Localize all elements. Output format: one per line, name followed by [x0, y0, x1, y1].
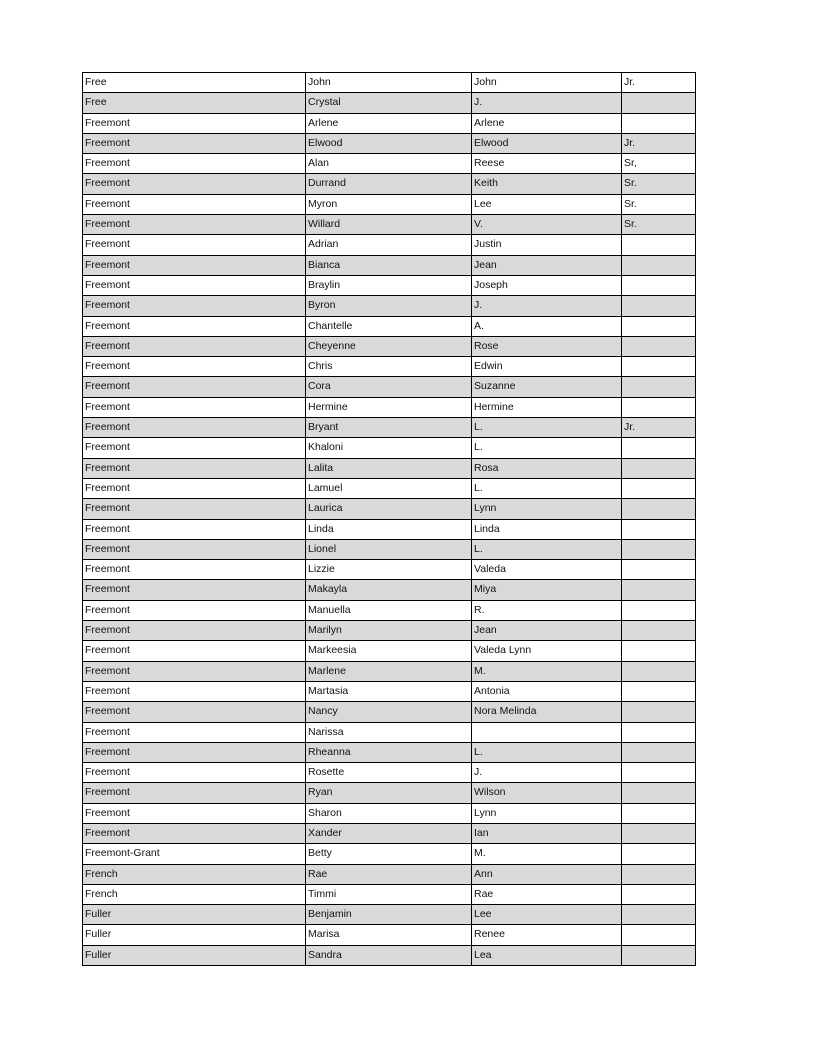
- first-name-cell: Willard: [306, 215, 472, 235]
- suffix-cell: [622, 539, 696, 559]
- suffix-cell: [622, 296, 696, 316]
- suffix-cell: Jr.: [622, 418, 696, 438]
- suffix-cell: [622, 905, 696, 925]
- last-name-cell: Freemont-Grant: [83, 844, 306, 864]
- first-name-cell: Crystal: [306, 93, 472, 113]
- middle-name-cell: Ann: [472, 864, 622, 884]
- last-name-cell: Freemont: [83, 560, 306, 580]
- table-row: [83, 763, 696, 783]
- last-name-cell: Freemont: [83, 316, 306, 336]
- suffix-cell: [622, 823, 696, 843]
- last-name-cell: Free: [83, 93, 306, 113]
- table-row: [83, 336, 696, 356]
- first-name-cell: Benjamin: [306, 905, 472, 925]
- table-row: [83, 661, 696, 681]
- table-row: [83, 418, 696, 438]
- first-name-cell: Rae: [306, 864, 472, 884]
- suffix-cell: [622, 235, 696, 255]
- middle-name-cell: L.: [472, 742, 622, 762]
- table-row: [83, 560, 696, 580]
- middle-name-cell: Elwood: [472, 133, 622, 153]
- middle-name-cell: Hermine: [472, 397, 622, 417]
- last-name-cell: Freemont: [83, 113, 306, 133]
- last-name-cell: Freemont: [83, 336, 306, 356]
- suffix-cell: [622, 783, 696, 803]
- first-name-cell: John: [306, 73, 472, 93]
- suffix-cell: Sr.: [622, 194, 696, 214]
- first-name-cell: Alan: [306, 154, 472, 174]
- first-name-cell: Sharon: [306, 803, 472, 823]
- middle-name-cell: Ian: [472, 823, 622, 843]
- last-name-cell: Freemont: [83, 600, 306, 620]
- first-name-cell: Lionel: [306, 539, 472, 559]
- first-name-cell: Ryan: [306, 783, 472, 803]
- last-name-cell: French: [83, 864, 306, 884]
- suffix-cell: [622, 763, 696, 783]
- last-name-cell: Freemont: [83, 296, 306, 316]
- last-name-cell: Freemont: [83, 357, 306, 377]
- last-name-cell: Freemont: [83, 681, 306, 701]
- table-row: [83, 641, 696, 661]
- table-row: [83, 905, 696, 925]
- suffix-cell: [622, 275, 696, 295]
- middle-name-cell: Justin: [472, 235, 622, 255]
- name-table-body: [83, 73, 696, 966]
- first-name-cell: Marlene: [306, 661, 472, 681]
- table-row: [83, 580, 696, 600]
- middle-name-cell: Valeda: [472, 560, 622, 580]
- first-name-cell: Laurica: [306, 499, 472, 519]
- last-name-cell: Freemont: [83, 661, 306, 681]
- suffix-cell: [622, 945, 696, 965]
- suffix-cell: [622, 884, 696, 904]
- middle-name-cell: Rose: [472, 336, 622, 356]
- last-name-cell: Freemont: [83, 377, 306, 397]
- suffix-cell: [622, 458, 696, 478]
- middle-name-cell: Lea: [472, 945, 622, 965]
- suffix-cell: [622, 580, 696, 600]
- suffix-cell: [622, 864, 696, 884]
- last-name-cell: Freemont: [83, 803, 306, 823]
- middle-name-cell: L.: [472, 438, 622, 458]
- table-row: [83, 742, 696, 762]
- middle-name-cell: M.: [472, 661, 622, 681]
- suffix-cell: Sr.: [622, 215, 696, 235]
- middle-name-cell: Keith: [472, 174, 622, 194]
- first-name-cell: Braylin: [306, 275, 472, 295]
- last-name-cell: Fuller: [83, 945, 306, 965]
- middle-name-cell: Edwin: [472, 357, 622, 377]
- last-name-cell: Freemont: [83, 458, 306, 478]
- suffix-cell: [622, 722, 696, 742]
- middle-name-cell: Wilson: [472, 783, 622, 803]
- last-name-cell: Freemont: [83, 133, 306, 153]
- first-name-cell: Arlene: [306, 113, 472, 133]
- middle-name-cell: M.: [472, 844, 622, 864]
- first-name-cell: Adrian: [306, 235, 472, 255]
- middle-name-cell: Lynn: [472, 803, 622, 823]
- first-name-cell: Sandra: [306, 945, 472, 965]
- table-row: [83, 803, 696, 823]
- table-row: [83, 722, 696, 742]
- table-row: [83, 478, 696, 498]
- last-name-cell: French: [83, 884, 306, 904]
- table-row: [83, 499, 696, 519]
- last-name-cell: Fuller: [83, 925, 306, 945]
- last-name-cell: Freemont: [83, 580, 306, 600]
- last-name-cell: Freemont: [83, 275, 306, 295]
- middle-name-cell: J.: [472, 763, 622, 783]
- middle-name-cell: Suzanne: [472, 377, 622, 397]
- first-name-cell: Bryant: [306, 418, 472, 438]
- table-row: [83, 681, 696, 701]
- table-row: [83, 702, 696, 722]
- last-name-cell: Freemont: [83, 438, 306, 458]
- table-row: [83, 316, 696, 336]
- table-row: [83, 215, 696, 235]
- suffix-cell: Sr.: [622, 174, 696, 194]
- first-name-cell: Xander: [306, 823, 472, 843]
- last-name-cell: Freemont: [83, 174, 306, 194]
- first-name-cell: Byron: [306, 296, 472, 316]
- middle-name-cell: [472, 722, 622, 742]
- last-name-cell: Freemont: [83, 702, 306, 722]
- middle-name-cell: Joseph: [472, 275, 622, 295]
- table-row: [83, 823, 696, 843]
- middle-name-cell: John: [472, 73, 622, 93]
- middle-name-cell: Miya: [472, 580, 622, 600]
- table-row: [83, 296, 696, 316]
- suffix-cell: Sr,: [622, 154, 696, 174]
- table-row: [83, 397, 696, 417]
- last-name-cell: Freemont: [83, 539, 306, 559]
- table-row: [83, 438, 696, 458]
- middle-name-cell: Lee: [472, 194, 622, 214]
- name-table: [82, 72, 696, 966]
- first-name-cell: Lalita: [306, 458, 472, 478]
- first-name-cell: Linda: [306, 519, 472, 539]
- suffix-cell: [622, 742, 696, 762]
- first-name-cell: Cheyenne: [306, 336, 472, 356]
- last-name-cell: Freemont: [83, 641, 306, 661]
- middle-name-cell: Linda: [472, 519, 622, 539]
- last-name-cell: Freemont: [83, 418, 306, 438]
- suffix-cell: Jr.: [622, 73, 696, 93]
- table-row: [83, 275, 696, 295]
- first-name-cell: Timmi: [306, 884, 472, 904]
- last-name-cell: Freemont: [83, 621, 306, 641]
- table-row: [83, 621, 696, 641]
- suffix-cell: [622, 803, 696, 823]
- middle-name-cell: Nora Melinda: [472, 702, 622, 722]
- first-name-cell: Bianca: [306, 255, 472, 275]
- middle-name-cell: J.: [472, 296, 622, 316]
- middle-name-cell: J.: [472, 93, 622, 113]
- table-row: [83, 519, 696, 539]
- suffix-cell: [622, 499, 696, 519]
- last-name-cell: Freemont: [83, 194, 306, 214]
- table-row: [83, 884, 696, 904]
- middle-name-cell: Rae: [472, 884, 622, 904]
- table-row: [83, 925, 696, 945]
- first-name-cell: Makayla: [306, 580, 472, 600]
- middle-name-cell: Jean: [472, 255, 622, 275]
- middle-name-cell: L.: [472, 478, 622, 498]
- suffix-cell: [622, 377, 696, 397]
- table-row: [83, 255, 696, 275]
- table-row: [83, 377, 696, 397]
- first-name-cell: Martasia: [306, 681, 472, 701]
- first-name-cell: Marisa: [306, 925, 472, 945]
- middle-name-cell: L.: [472, 539, 622, 559]
- last-name-cell: Freemont: [83, 215, 306, 235]
- first-name-cell: Nancy: [306, 702, 472, 722]
- middle-name-cell: Valeda Lynn: [472, 641, 622, 661]
- suffix-cell: [622, 702, 696, 722]
- suffix-cell: [622, 357, 696, 377]
- last-name-cell: Freemont: [83, 519, 306, 539]
- table-row: [83, 235, 696, 255]
- table-row: [83, 194, 696, 214]
- table-row: [83, 783, 696, 803]
- suffix-cell: [622, 925, 696, 945]
- first-name-cell: Durrand: [306, 174, 472, 194]
- last-name-cell: Freemont: [83, 742, 306, 762]
- suffix-cell: [622, 478, 696, 498]
- first-name-cell: Narissa: [306, 722, 472, 742]
- table-row: [83, 600, 696, 620]
- last-name-cell: Freemont: [83, 783, 306, 803]
- middle-name-cell: Reese: [472, 154, 622, 174]
- table-row: [83, 539, 696, 559]
- middle-name-cell: V.: [472, 215, 622, 235]
- middle-name-cell: Rosa: [472, 458, 622, 478]
- table-row: [83, 113, 696, 133]
- suffix-cell: [622, 113, 696, 133]
- last-name-cell: Freemont: [83, 154, 306, 174]
- table-row: [83, 945, 696, 965]
- first-name-cell: Elwood: [306, 133, 472, 153]
- last-name-cell: Free: [83, 73, 306, 93]
- suffix-cell: [622, 438, 696, 458]
- middle-name-cell: Arlene: [472, 113, 622, 133]
- first-name-cell: Betty: [306, 844, 472, 864]
- last-name-cell: Freemont: [83, 235, 306, 255]
- first-name-cell: Chris: [306, 357, 472, 377]
- table-row: [83, 357, 696, 377]
- first-name-cell: Myron: [306, 194, 472, 214]
- first-name-cell: Rheanna: [306, 742, 472, 762]
- suffix-cell: [622, 397, 696, 417]
- last-name-cell: Freemont: [83, 499, 306, 519]
- first-name-cell: Lamuel: [306, 478, 472, 498]
- suffix-cell: [622, 681, 696, 701]
- last-name-cell: Freemont: [83, 823, 306, 843]
- suffix-cell: [622, 641, 696, 661]
- table-row: [83, 174, 696, 194]
- middle-name-cell: Lynn: [472, 499, 622, 519]
- suffix-cell: [622, 560, 696, 580]
- table-row: [83, 133, 696, 153]
- suffix-cell: [622, 621, 696, 641]
- middle-name-cell: A.: [472, 316, 622, 336]
- first-name-cell: Manuella: [306, 600, 472, 620]
- first-name-cell: Khaloni: [306, 438, 472, 458]
- last-name-cell: Freemont: [83, 478, 306, 498]
- middle-name-cell: Lee: [472, 905, 622, 925]
- last-name-cell: Freemont: [83, 397, 306, 417]
- last-name-cell: Freemont: [83, 722, 306, 742]
- middle-name-cell: Antonia: [472, 681, 622, 701]
- table-row: [83, 93, 696, 113]
- last-name-cell: Freemont: [83, 763, 306, 783]
- first-name-cell: Lizzie: [306, 560, 472, 580]
- first-name-cell: Cora: [306, 377, 472, 397]
- suffix-cell: [622, 255, 696, 275]
- table-row: [83, 73, 696, 93]
- first-name-cell: Hermine: [306, 397, 472, 417]
- middle-name-cell: R.: [472, 600, 622, 620]
- middle-name-cell: Jean: [472, 621, 622, 641]
- suffix-cell: Jr.: [622, 133, 696, 153]
- table-row: [83, 458, 696, 478]
- suffix-cell: [622, 93, 696, 113]
- first-name-cell: Markeesia: [306, 641, 472, 661]
- middle-name-cell: Renee: [472, 925, 622, 945]
- last-name-cell: Fuller: [83, 905, 306, 925]
- table-row: [83, 154, 696, 174]
- table-row: [83, 864, 696, 884]
- suffix-cell: [622, 661, 696, 681]
- middle-name-cell: L.: [472, 418, 622, 438]
- first-name-cell: Chantelle: [306, 316, 472, 336]
- suffix-cell: [622, 336, 696, 356]
- suffix-cell: [622, 316, 696, 336]
- suffix-cell: [622, 844, 696, 864]
- suffix-cell: [622, 600, 696, 620]
- last-name-cell: Freemont: [83, 255, 306, 275]
- table-row: [83, 844, 696, 864]
- suffix-cell: [622, 519, 696, 539]
- first-name-cell: Marilyn: [306, 621, 472, 641]
- first-name-cell: Rosette: [306, 763, 472, 783]
